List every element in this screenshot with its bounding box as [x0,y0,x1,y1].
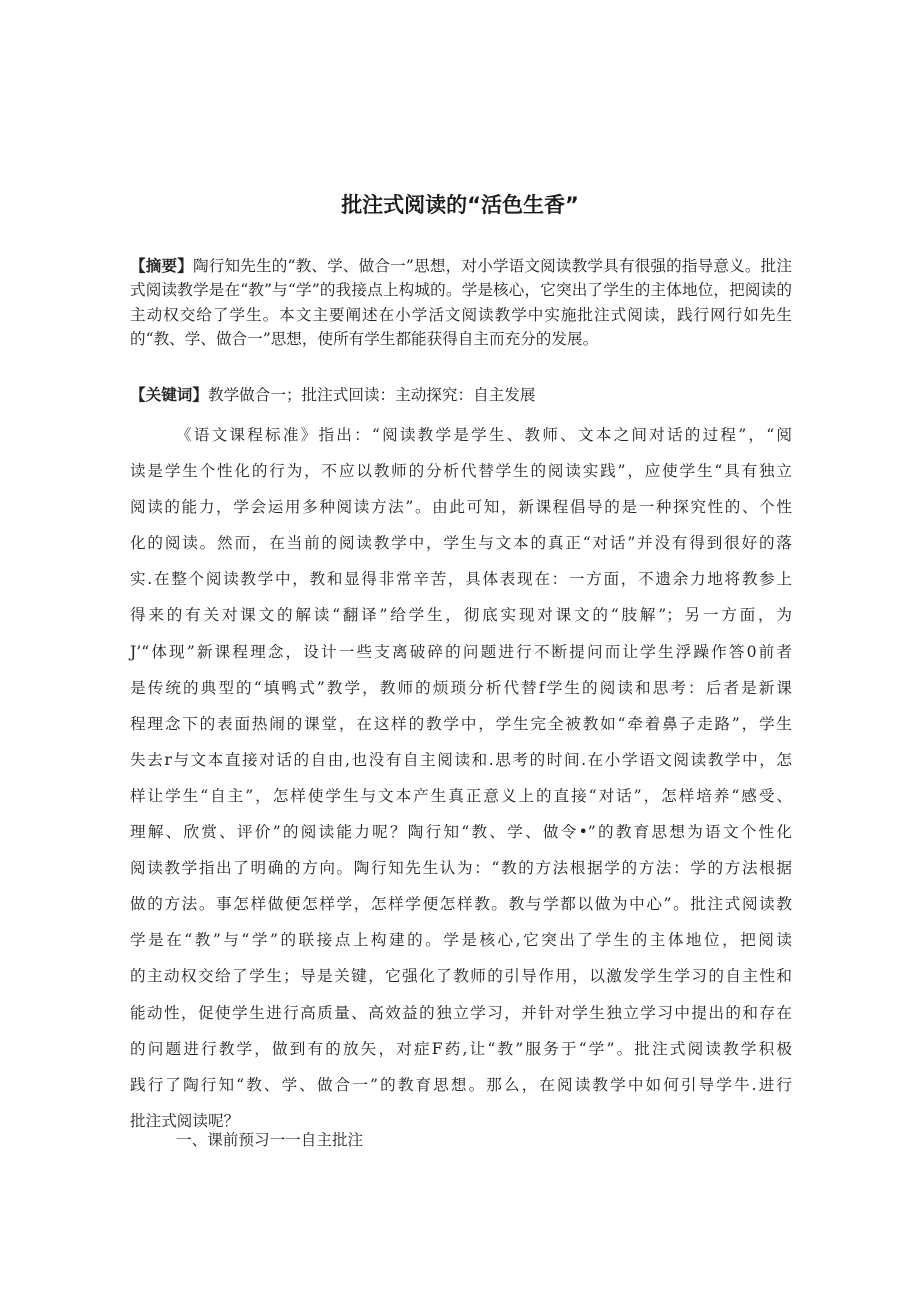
document-title: 批注式阅读的“活色生香” [341,193,579,217]
keywords-paragraph [130,383,792,407]
body-line: 是传统的典型的“填鸭式”教学，教师的烦琐分析代替f学生的阅读和思考：后者是新课 [130,678,792,697]
abstract-text: 陶行知先生的“教、学、做合一”思想，对小学语文阅读教学具有很强的指导意义。批注式阅读教学是在“教”与“学”的我接点上构城的。学是核心，它突出了学生的主体地位，把阅读的主动权交给了学生。本文主要阐述在小学活文阅读教学中实施批注式阅读，践行网行如先生的“教、学、做合一”思想，使所有学生都能获得自主而充分的发展。 [130,257,792,349]
body-line: 化的阅读。然而，在当前的阅读教学中，学生与文本的真正“对话”并没有得到很好的落 [130,534,792,553]
body-line: J’“体现”新课程理念，设计一些支离破碎的问题进行不断提问而让学生浮躁作答0前者 [130,642,792,661]
body-line: 程理念下的表面热闹的课堂，在这样的教学中，学生完全被教如“牵着鼻子走路”，学生 [130,714,792,733]
body-line: 学是在“教”与“学”的联接点上构建的。学是核心,它突出了学生的主体地位，把阅读 [130,931,792,950]
body-line: 失去r与文本直接对话的自由,也没有自主阅读和.思考的时间.在小学语文阅读教学中，怎 [130,750,792,769]
body-line: 理解、欣赏、评价”的阅读能力呢？陶行知“教、学、做令•”的教育思想为语文个性化 [130,823,792,842]
body-line: 阅读的能力，学会运用多种阅读方法”。由此可知，新课程倡导的是一种探究性的、个性 [130,498,792,517]
body-line: 得来的有关对课文的解读“翻译”给学生，彻底实现对课文的“肢解”；另一方面，为 [130,606,792,625]
body-line: 的主动权交给了学生；导是关键，它强化了教师的引导作用，以激发学生学习的自主性和 [130,967,792,986]
keywords-label: 【关键词】 [130,385,208,404]
body-line: 实.在整个阅读教学中，教和显得非常辛苦，具体表现在：一方面，不遗余力地将教参上 [130,570,792,589]
body-paragraph [130,417,792,1139]
body-line: 能动性，促使学生进行高质量、高效益的独立学习，并针对学生独立学习中提出的和存在 [130,1003,792,1022]
body-line: 阅读教学指出了明确的方向。陶行知先生认为：“教的方法根据学的方法：学的方法根据 [130,859,792,878]
abstract-paragraph [130,254,792,352]
section-heading: 一、课前预习一一自主批注 [176,1131,364,1149]
body-line: 践行了陶行知“教、学、做合一”的教育思想。那么，在阅读教学中如何引导学牛.进行 [130,1075,792,1094]
abstract-label: 【摘要】 [130,256,194,275]
keywords-text: 教学做合一；批注式回读：主动探究：自主发展 [207,386,536,404]
body-line: 样让学生“自主”，怎样使学生与文本产生真正意义上的直接“对话”，怎样培养“感受、 [130,786,792,805]
body-line: 《语文课程标准》指出：“阅读教学是学生、教师、文本之间对话的过程”，“阅 [176,426,792,444]
body-line: 批注式阅读呢？ [130,1111,240,1130]
body-line: 的问题进行教学，做到有的放矢，对症F药,让“教”服务于“学”。批注式阅读教学积极 [130,1039,792,1058]
body-line: 做的方法。事怎样做便怎样学，怎样学便怎样教。教与学都以做为中心”。批注式阅读教 [130,895,792,914]
body-line: 读是学生个性化的行为，不应以教师的分析代替学生的阅读实践”，应使学生“具有独立 [130,462,792,481]
